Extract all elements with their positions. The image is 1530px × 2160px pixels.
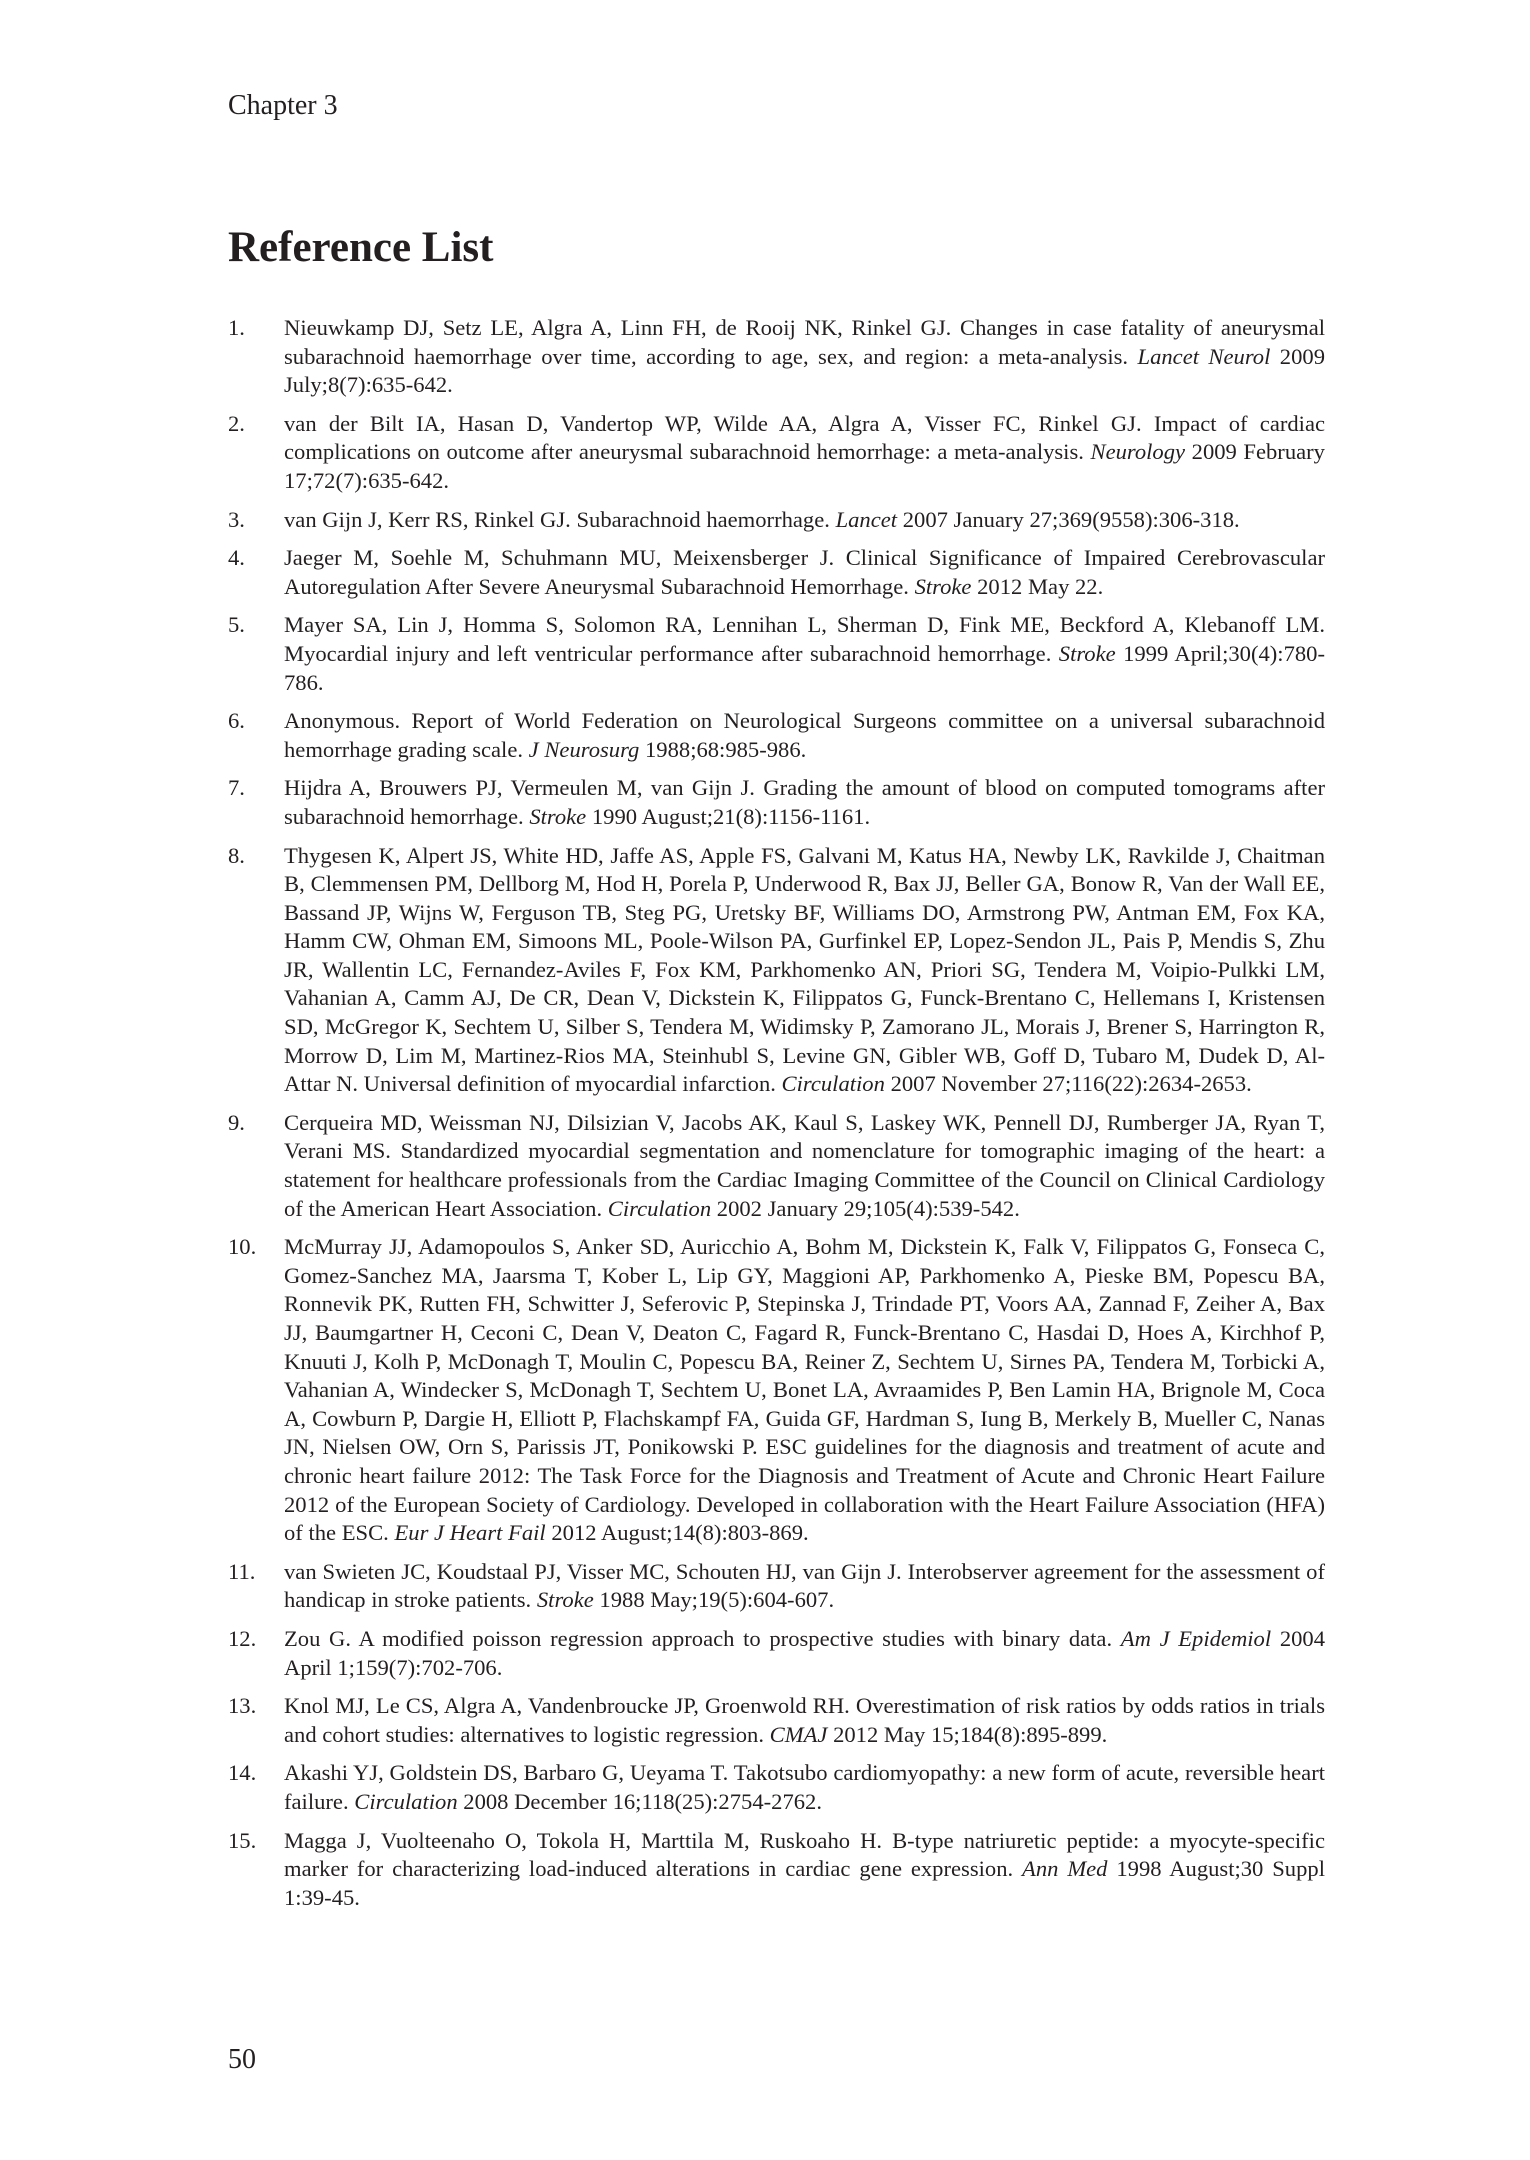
reference-citation: 1988 May;19(5):604-607. xyxy=(599,1587,835,1613)
reference-item xyxy=(228,611,1325,697)
reference-text: McMurray JJ, Adamopoulos S, Anker SD, Auricchio A, Bohm M, Dickstein K, Falk V, Filippatos G, Fonseca C, Gomez-Sanchez MA, Jaarsma T, Kober L, Lip GY, Maggioni AP, Parkhomenko A, Pieske BM, Popescu BA, Ronnevik PK, Rutten FH, Schwitter J, Seferovic P, Stepinska J, Trindade PT, Voors AA, Zannad F, Zeiher A, Bax JJ, Baumgartner H, Ceconi C, Dean V, Deaton C, Fagard R, Funck-Brentano C, Hasdai D, Hoes A, Kirchhof P, Knuuti J, Kolh P, McDonagh T, Moulin C, Popescu BA, Reiner Z, Sechtem U, Sirnes PA, Tendera M, Torbicki A, Vahanian A, Windecker S, McDonagh T, Sechtem U, Bonet LA, Avraamides P, Ben Lamin HA, Brignole M, Coca A, Cowburn P, Dargie H, Elliott P, Flachskampf FA, Guida GF, Hardman S, Iung B, Merkely B, Mueller C, Nanas JN, Nielsen OW, Orn S, Parissis JT, Ponikowski P. ESC guidelines for the diagnosis and treatment of acute and chronic heart failure 2012: The Task Force for the Diagnosis and Treatment of Acute and Chronic Heart Failure 2012 of the European Society of Cardiology. Developed in collaboration with the Heart Failure Association (HFA) of the ESC. xyxy=(284,1234,1325,1546)
reference-number: 5. xyxy=(228,612,245,638)
reference-body xyxy=(284,544,1325,601)
reference-item xyxy=(228,1759,1325,1816)
journal-name: Eur J Heart Fail xyxy=(394,1520,546,1546)
reference-item xyxy=(228,1109,1325,1223)
reference-number: 10. xyxy=(228,1234,257,1260)
reference-item xyxy=(228,410,1325,496)
reference-text: van der Bilt IA, Hasan D, Vandertop WP, Wilde AA, Algra A, Visser FC, Rinkel GJ. Impact of cardiac complications on outcome after aneurysmal subarachnoid hemorrhage: a meta-analysis. xyxy=(284,410,1325,465)
reference-body xyxy=(284,314,1325,400)
reference-item xyxy=(228,1827,1325,1913)
reference-citation: 2002 January 29;105(4):539-542. xyxy=(716,1195,1020,1221)
reference-number: 6. xyxy=(228,708,245,734)
reference-body xyxy=(284,1109,1325,1223)
reference-number: 7. xyxy=(228,775,245,801)
reference-number: 11. xyxy=(228,1558,256,1584)
journal-name: J Neurosurg xyxy=(528,736,640,762)
journal-name: Ann Med xyxy=(1022,1856,1108,1882)
reference-item xyxy=(228,506,1325,535)
reference-number: 15. xyxy=(228,1827,257,1853)
reference-text: Hijdra A, Brouwers PJ, Vermeulen M, van Gijn J. Grading the amount of blood on computed tomograms after subarachnoid hemorrhage. xyxy=(284,775,1325,829)
reference-text: Zou G. A modified poisson regression approach to prospective studies with binary data. xyxy=(284,1625,1113,1651)
reference-body xyxy=(284,842,1325,1099)
journal-name: Lancet Neurol xyxy=(1137,343,1271,369)
reference-body xyxy=(284,707,1325,764)
reference-number: 2. xyxy=(228,410,245,436)
reference-citation: 2007 November 27;116(22):2634-2653. xyxy=(890,1071,1252,1097)
journal-name: Lancet xyxy=(835,506,898,532)
reference-body xyxy=(284,611,1325,697)
reference-text: Cerqueira MD, Weissman NJ, Dilsizian V, Jacobs AK, Kaul S, Laskey WK, Pennell DJ, Rumberger JA, Ryan T, Verani MS. Standardized myocardial segmentation and nomenclature for tomographic imaging of the heart: a statement for healthcare professionals from the Cardiac Imaging Committee of the Council on Clinical Cardiology of the American Heart Association. xyxy=(284,1109,1325,1221)
reference-body xyxy=(284,1759,1325,1816)
reference-citation: 2012 May 22. xyxy=(977,573,1104,599)
journal-name: CMAJ xyxy=(769,1721,828,1747)
reference-number: 8. xyxy=(228,842,245,868)
reference-text: Akashi YJ, Goldstein DS, Barbaro G, Ueyama T. Takotsubo cardiomyopathy: a new form of acute, reversible heart failure. xyxy=(284,1760,1325,1814)
reference-item xyxy=(228,1233,1325,1548)
reference-number: 13. xyxy=(228,1693,257,1719)
reference-text: Jaeger M, Soehle M, Schuhmann MU, Meixensberger J. Clinical Significance of Impaired Cerebrovascular Autoregulation After Severe Aneurysmal Subarachnoid Hemorrhage. xyxy=(284,545,1325,599)
reference-number: 3. xyxy=(228,506,245,532)
reference-text: Knol MJ, Le CS, Algra A, Vandenbroucke JP, Groenwold RH. Overestimation of risk ratios by odds ratios in trials and cohort studies: alternatives to logistic regression. xyxy=(284,1693,1325,1747)
reference-item xyxy=(228,1558,1325,1615)
reference-citation: 1998 August;30 Suppl 1:39-45. xyxy=(284,1856,1325,1910)
journal-name: Stroke xyxy=(529,803,587,829)
reference-citation: 2009 February 17;72(7):635-642. xyxy=(284,439,1325,493)
reference-body xyxy=(284,410,1325,496)
reference-item xyxy=(228,314,1325,400)
reference-item xyxy=(228,1692,1325,1749)
reference-citation: 1990 August;21(8):1156-1161. xyxy=(591,803,871,829)
journal-name: Stroke xyxy=(536,1587,594,1613)
reference-body xyxy=(284,1233,1325,1548)
reference-citation: 2004 April 1;159(7):702-706. xyxy=(284,1625,1325,1680)
reference-body xyxy=(284,1827,1325,1913)
reference-text: van Gijn J, Kerr RS, Rinkel GJ. Subarachnoid haemorrhage. xyxy=(284,506,830,532)
reference-number: 9. xyxy=(228,1109,245,1135)
reference-text: van Swieten JC, Koudstaal PJ, Visser MC, Schouten HJ, van Gijn J. Interobserver agreement for the assessment of handicap in stroke patients. xyxy=(284,1558,1325,1613)
page-number: 50 xyxy=(228,2044,256,2075)
reference-item xyxy=(228,774,1325,831)
reference-body xyxy=(284,1692,1325,1749)
reference-body xyxy=(284,774,1325,831)
reference-citation: 1988;68:985-986. xyxy=(645,736,807,762)
journal-name: Neurology xyxy=(1090,439,1186,465)
reference-list xyxy=(228,314,1325,1922)
reference-citation: 2009 July;8(7):635-642. xyxy=(284,343,1325,398)
running-head: Chapter 3 xyxy=(228,90,338,121)
reference-citation: 2008 December 16;118(25):2754-2762. xyxy=(463,1788,822,1814)
reference-item xyxy=(228,1625,1325,1682)
reference-text: Mayer SA, Lin J, Homma S, Solomon RA, Lennihan L, Sherman D, Fink ME, Beckford A, Klebanoff LM. Myocardial injury and left ventricular performance after subarachnoid hemorrhage. xyxy=(284,612,1325,666)
journal-name: Circulation xyxy=(781,1071,885,1097)
reference-item xyxy=(228,707,1325,764)
page-title: Reference List xyxy=(228,224,494,271)
journal-name: Stroke xyxy=(914,573,972,599)
reference-body xyxy=(284,506,1325,535)
reference-body xyxy=(284,1558,1325,1615)
journal-name: Am J Epidemiol xyxy=(1120,1625,1272,1651)
journal-name: Stroke xyxy=(1058,640,1116,666)
reference-citation: 2012 August;14(8):803-869. xyxy=(551,1520,809,1546)
reference-text: Anonymous. Report of World Federation on Neurological Surgeons committee on a universal subarachnoid hemorrhage grading scale. xyxy=(284,708,1325,762)
reference-item xyxy=(228,544,1325,601)
journal-name: Circulation xyxy=(354,1788,458,1814)
reference-number: 1. xyxy=(228,315,245,340)
reference-number: 12. xyxy=(228,1625,257,1651)
reference-body xyxy=(284,1625,1325,1682)
reference-text: Magga J, Vuolteenaho O, Tokola H, Marttila M, Ruskoaho H. B-type natriuretic peptide: a myocyte-specific marker for characterizing load-induced alterations in cardiac gene expression. xyxy=(284,1827,1325,1882)
reference-citation: 1999 April;30(4):780-786. xyxy=(284,640,1325,695)
reference-text: Nieuwkamp DJ, Setz LE, Algra A, Linn FH, de Rooij NK, Rinkel GJ. Changes in case fatality of aneurysmal subarachnoid haemorrhage over time, according to age, sex, and region: a meta-analysis. xyxy=(284,315,1325,369)
reference-item xyxy=(228,842,1325,1099)
journal-name: Circulation xyxy=(607,1195,712,1221)
reference-number: 14. xyxy=(228,1760,257,1786)
reference-text: Thygesen K, Alpert JS, White HD, Jaffe AS, Apple FS, Galvani M, Katus HA, Newby LK, Ravkilde J, Chaitman B, Clemmensen PM, Dellborg M, Hod H, Porela P, Underwood R, Bax JJ, Beller GA, Bonow R, Van der Wall EE, Bassand JP, Wijns W, Ferguson TB, Steg PG, Uretsky BF, Williams DO, Armstrong PW, Antman EM, Fox KA, Hamm CW, Ohman EM, Simoons ML, Poole-Wilson PA, Gurfinkel EP, Lopez-Sendon JL, Pais P, Mendis S, Zhu JR, Wallentin LC, Fernandez-Aviles F, Fox KM, Parkhomenko AN, Priori SG, Tendera M, Voipio-Pulkki LM, Vahanian A, Camm AJ, De CR, Dean V, Dickstein K, Filippatos G, Funck-Brentano C, Hellemans I, Kristensen SD, McGregor K, Sechtem U, Silber S, Tendera M, Widimsky P, Zamorano JL, Morais J, Brener S, Harrington R, Morrow D, Lim M, Martinez-Rios MA, Steinhubl S, Levine GN, Gibler WB, Goff D, Tubaro M, Dudek D, Al-Attar N. Universal definition of myocardial infarction. xyxy=(284,842,1325,1097)
reference-citation: 2012 May 15;184(8):895-899. xyxy=(833,1721,1108,1747)
reference-citation: 2007 January 27;369(9558):306-318. xyxy=(902,506,1240,532)
reference-number: 4. xyxy=(228,545,245,571)
